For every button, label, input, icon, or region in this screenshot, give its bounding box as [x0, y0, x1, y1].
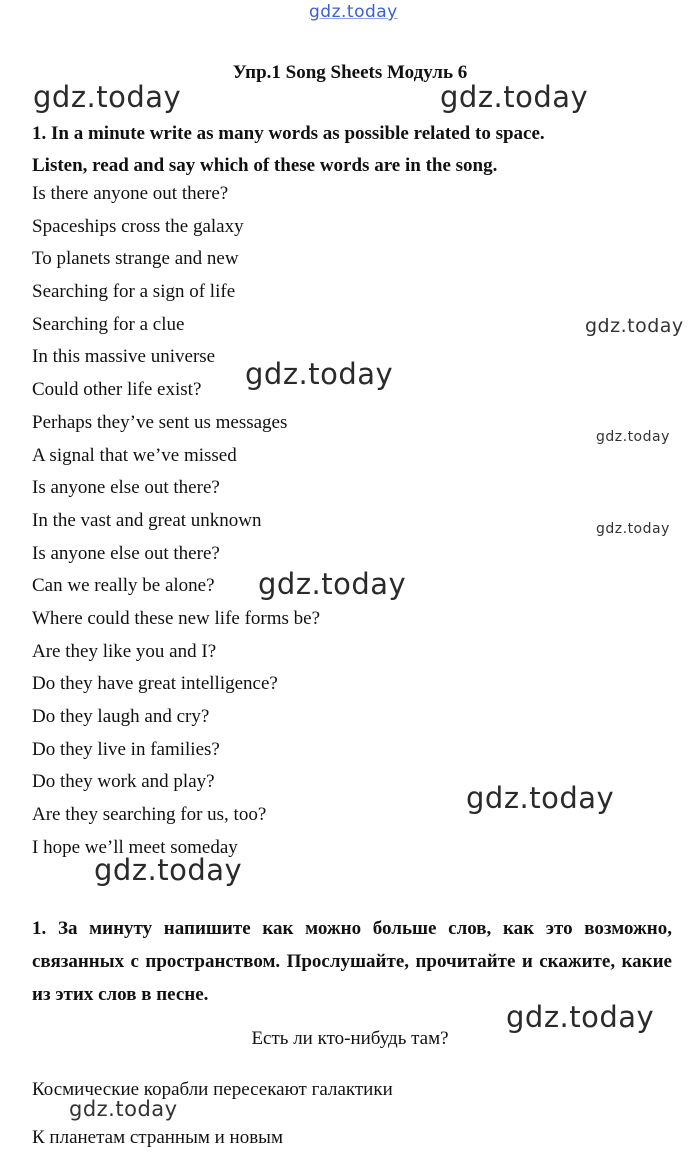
song-lyrics	[32, 178, 320, 864]
lyric-line: Are they like you and I?	[32, 640, 217, 662]
lyric-line: A signal that we’ve missed	[32, 444, 237, 466]
lyric-line: Do they live in families?	[32, 738, 220, 760]
watermark: gdz.today	[506, 1000, 655, 1034]
task-instructions-en	[32, 118, 672, 182]
lyric-line: Are they searching for us, too?	[32, 804, 267, 826]
task-en-line2: Listen, read and say which of these words are in the song.	[32, 155, 498, 176]
watermark: gdz.today	[69, 1097, 178, 1121]
task-instructions-ru: 1. За минуту напишите как можно больше слов, как это возможно, связанных с пространством. Прослушайте, прочитайте и скажите, какие из этих слов в песне.	[32, 918, 672, 1005]
lyric-line: Do they laugh and cry?	[32, 706, 210, 727]
watermark-link-top[interactable]: gdz.today	[309, 2, 398, 22]
lyric-line: Can we really be alone?	[32, 575, 215, 597]
lyric-line: Could other life exist?	[32, 379, 202, 401]
lyric-line: In the vast and great unknown	[32, 509, 262, 531]
watermark: gdz.today	[466, 781, 615, 815]
lyric-line: Do they have great intelligence?	[32, 673, 278, 695]
lyric-line: Is anyone else out there?	[32, 542, 220, 564]
lyric-line: Searching for a clue	[32, 313, 185, 335]
translation-line3: К планетам странным и новым	[32, 1127, 283, 1148]
page-title: Упр.1 Song Sheets Модуль 6	[232, 62, 468, 83]
lyric-line: Is anyone else out there?	[32, 477, 220, 499]
watermark: gdz.today	[33, 80, 182, 114]
lyric-line: Searching for a sign of life	[32, 281, 236, 303]
lyric-line: I hope we’ll meet someday	[32, 836, 238, 858]
watermark: gdz.today	[440, 80, 589, 114]
lyric-line: Is there anyone out there?	[32, 183, 229, 204]
lyric-line: In this massive universe	[32, 346, 216, 368]
lyric-line: To planets strange and new	[32, 248, 239, 270]
lyric-line: Do they work and play?	[32, 771, 215, 793]
translation-line2: Космические корабли пересекают галактики	[32, 1079, 393, 1100]
watermark: gdz.today	[585, 315, 684, 337]
watermark: gdz.today	[596, 521, 670, 537]
watermark: gdz.today	[596, 429, 670, 445]
watermark: gdz.today	[258, 567, 407, 601]
task-en-line1: 1. In a minute write as many words as possible related to space.	[32, 123, 545, 144]
watermark: gdz.today	[94, 853, 243, 887]
lyric-line: Perhaps they’ve sent us messages	[32, 411, 288, 433]
lyric-line: Spaceships cross the galaxy	[32, 215, 244, 237]
lyric-line: Where could these new life forms be?	[32, 607, 321, 629]
translation-line1: Есть ли кто-нибудь там?	[251, 1028, 449, 1049]
watermark: gdz.today	[245, 357, 394, 391]
